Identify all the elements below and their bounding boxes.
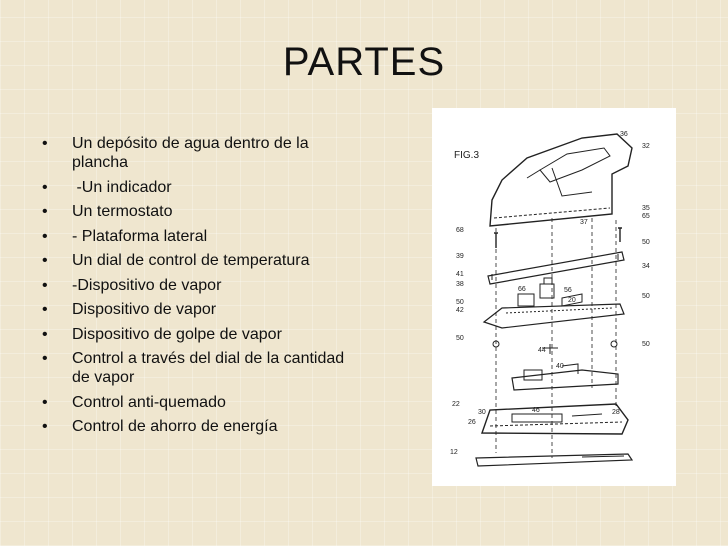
callout-number: 50 [642,239,650,246]
callout-number: 42 [456,307,464,314]
callout-number: 65 [642,213,650,220]
bullet-list [42,134,352,442]
slide-title: PARTES [282,40,446,84]
callout-number: 68 [456,227,464,234]
callout-number: 56 [564,287,572,294]
list-item: • -Un indicador [42,178,352,197]
callout-number: 50 [456,335,464,342]
callout-number: 50 [456,299,464,306]
callout-number: 66 [518,286,526,293]
callout-number: 39 [456,253,464,260]
callout-number: 32 [642,143,650,150]
callout-number: 22 [452,401,460,408]
callout-number: 28 [612,409,620,416]
callout-number: 26 [468,419,476,426]
callout-number: 46 [532,407,540,414]
list-item: • Dispositivo de vapor [42,300,352,319]
list-item: • Un dial de control de temperatura [42,251,352,270]
callout-number: 30 [478,409,486,416]
list-item: • - Plataforma lateral [42,227,352,246]
callout-number: 35 [642,205,650,212]
callout-number: 37 [580,219,588,226]
callout-number: 34 [642,263,650,270]
callout-number: 12 [450,449,458,456]
callout-number: 50 [642,293,650,300]
callout-number: 44 [538,347,546,354]
figure-label: FIG.3 [454,150,480,161]
list-item: • Control de ahorro de energía [42,417,352,436]
list-item: • -Dispositivo de vapor [42,276,352,295]
callout-number: 38 [456,281,464,288]
callout-number: 40 [556,363,564,370]
list-item: • Un depósito de agua dentro de la plancha [42,134,352,172]
list-item: • Un termostato [42,202,352,221]
callout-number: 41 [456,271,464,278]
iron-exploded-diagram [432,108,676,486]
callout-number: 36 [620,131,628,138]
callout-number: 20 [568,297,576,304]
callout-number: 50 [642,341,650,348]
diagram-drawing [432,108,676,486]
list-item: • Control a través del dial de la cantidad de vapor [42,349,352,387]
list-item: • Dispositivo de golpe de vapor [42,325,352,344]
list-item: • Control anti-quemado [42,393,352,412]
